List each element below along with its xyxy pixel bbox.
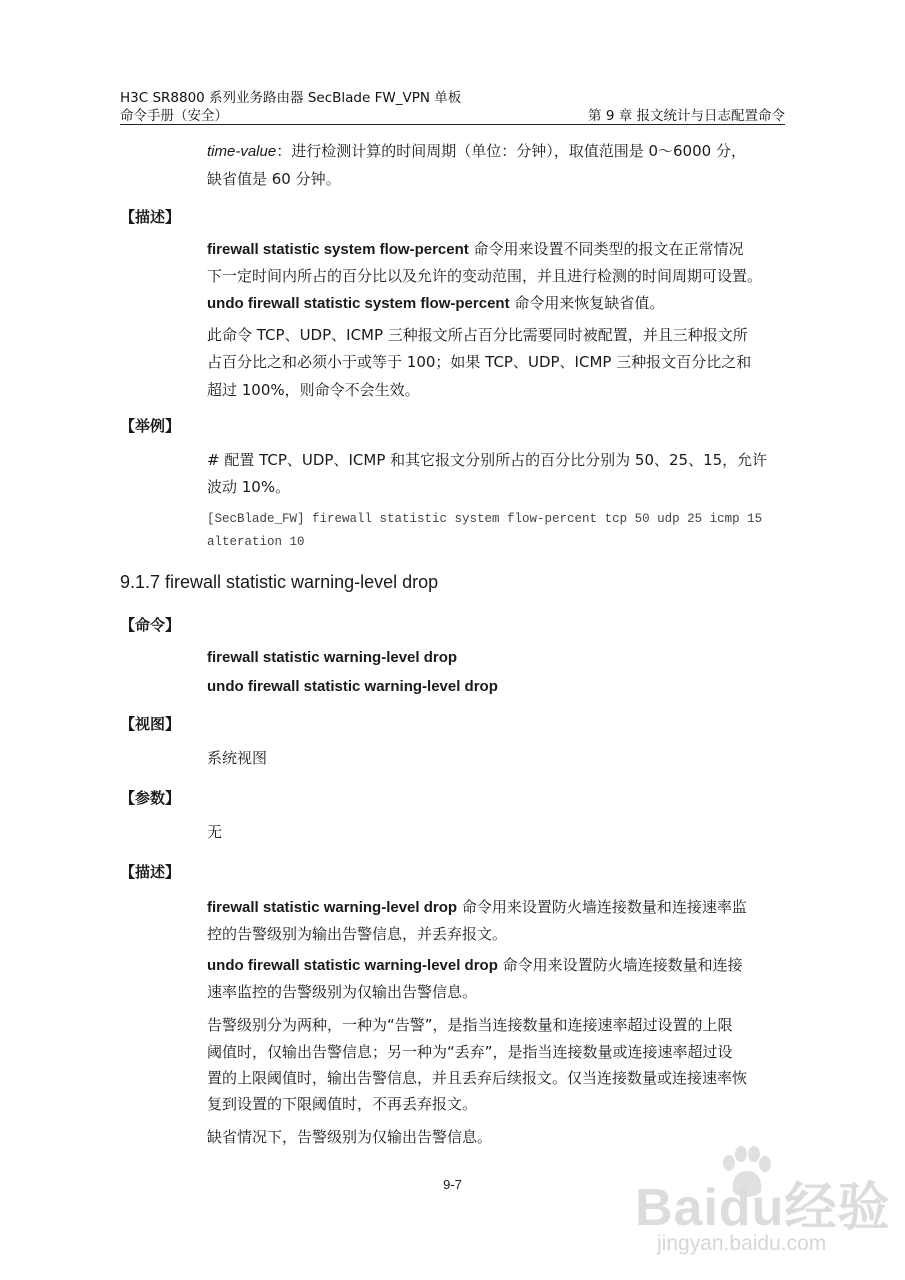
- desc2-p4: 缺省情况下，告警级别为仅输出告警信息。: [207, 1128, 493, 1146]
- section-label-description: 【描述】: [120, 208, 181, 226]
- desc2-p1-line1: firewall statistic warning-level drop 命令用来设置防火墙连接数量和连接速率监: [207, 898, 747, 916]
- desc1-para2-line2: 占百分比之和必须小于或等于 100；如果 TCP、UDP、ICMP 三种报文百分比之和: [207, 353, 752, 371]
- section-label-example: 【举例】: [120, 417, 181, 435]
- section-label-description: 【描述】: [120, 863, 181, 881]
- header-subtitle: 命令手册（安全）: [120, 108, 228, 124]
- page-number: 9-7: [443, 1177, 462, 1192]
- desc2-p3-line1: 告警级别分为两种，一种为“告警”，是指当连接数量和连接速率超过设置的上限: [207, 1016, 733, 1034]
- header-rule: [120, 124, 785, 125]
- example-line2: 波动 10%。: [207, 478, 291, 496]
- command-line2: undo firewall statistic warning-level drop: [207, 678, 498, 695]
- desc1-line3: undo firewall statistic system flow-percent 命令用来恢复缺省值。: [207, 294, 665, 312]
- example-code-line1: [SecBlade_FW] firewall statistic system flow-percent tcp 50 udp 25 icmp 15: [207, 512, 763, 526]
- desc2-p1-line2: 控的告警级别为输出告警信息，并丢弃报文。: [207, 925, 508, 943]
- header-title: H3C SR8800 系列业务路由器 SecBlade FW_VPN 单板: [120, 90, 462, 106]
- section-heading: 9.1.7 firewall statistic warning-level drop: [120, 572, 439, 592]
- command-line1: firewall statistic warning-level drop: [207, 649, 458, 666]
- example-line1: # 配置 TCP、UDP、ICMP 和其它报文分别所占的百分比分别为 50、25、15，允许: [207, 451, 768, 469]
- desc2-p3-line4: 复到设置的下限阈值时，不再丢弃报文。: [207, 1095, 478, 1113]
- section-label-view: 【视图】: [120, 715, 181, 733]
- example-code-line2: alteration 10: [207, 535, 305, 549]
- desc1-line2: 下一定时间内所占的百分比以及允许的变动范围，并且进行检测的时间周期可设置。: [207, 267, 763, 285]
- param-term: time-value: [207, 143, 277, 160]
- section-label-command: 【命令】: [120, 616, 181, 634]
- watermark-url: jingyan.baidu.com: [657, 1232, 827, 1255]
- section-label-params: 【参数】: [120, 789, 181, 807]
- command-name: firewall statistic warning-level drop: [207, 899, 458, 916]
- command-name: undo firewall statistic system flow-percent: [207, 295, 510, 312]
- command-name: undo firewall statistic warning-level drop: [207, 957, 498, 974]
- desc1-line1: firewall statistic system flow-percent 命令用来设置不同类型的报文在正常情况: [207, 240, 744, 258]
- params-text: 无: [207, 823, 223, 841]
- desc1-para2-line1: 此命令 TCP、UDP、ICMP 三种报文所占百分比需要同时被配置，并且三种报文所: [207, 326, 748, 344]
- desc1-para2-line3: 超过 100%，则命令不会生效。: [207, 381, 420, 399]
- command-name: firewall statistic system flow-percent: [207, 241, 469, 258]
- desc2-p2-line1: undo firewall statistic warning-level drop 命令用来设置防火墙连接数量和连接: [207, 956, 743, 974]
- desc2-p2-line2: 速率监控的告警级别为仅输出告警信息。: [207, 983, 478, 1001]
- desc2-p3-line2: 阈值时，仅输出告警信息；另一种为“丢弃”，是指当连接数量或连接速率超过设: [207, 1043, 733, 1061]
- header-chapter: 第 9 章 报文统计与日志配置命令: [588, 108, 785, 124]
- desc2-p3-line3: 置的上限阈值时，输出告警信息，并且丢弃后续报文。仅当连接数量或连接速率恢: [207, 1069, 748, 1087]
- baidu-watermark: [635, 1145, 891, 1270]
- watermark-logo: Baidu经验: [635, 1179, 891, 1237]
- view-text: 系统视图: [207, 749, 268, 767]
- param-time-value-line2: 缺省值是 60 分钟。: [207, 170, 341, 188]
- param-time-value-line1: time-value：进行检测计算的时间周期（单位：分钟），取值范围是 0～6000 分，: [207, 142, 746, 160]
